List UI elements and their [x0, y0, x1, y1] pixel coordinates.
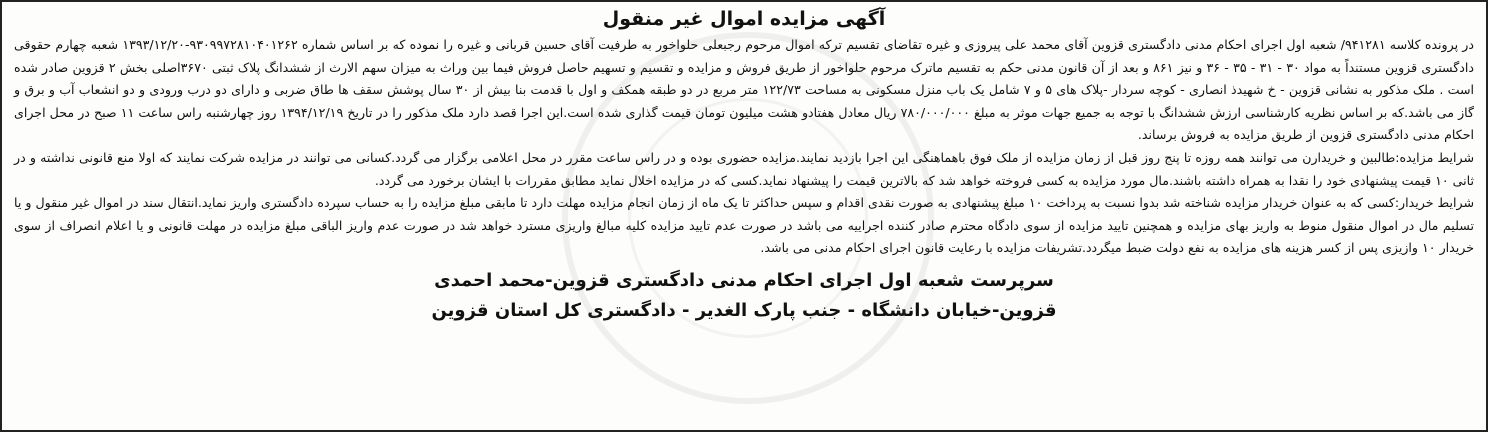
- notice-footer: [14, 266, 1474, 326]
- buyer-conditions-paragraph: شرایط خریدار:کسی که به عنوان خریدار مزایده شناخته شد بدوا نسبت به پرداخت ۱۰ مبلغ پیشنهادی به صورت نقدی اقدام و سپس حداکثر تا یک ماه از زمان انجام مزایده مهلت دارد تا مابقی مبلغ مزایده را به حساب سپرده دادگستری واریز نماید.انتقال سند در اموال غیر منقول و یا تسلیم مال در اموال منقول منوط به واریز بهای مزایده و همچنین تایید مزایده از سوی دادگاه محترم صادر کننده اجراییه می باشد در صورت عدم تایید مزایده کلیه مبالغ واریزی مسترد خواهد شد در صورت عدم واریز الباقی مبلغ مزایده در مهلت قانونی و یا اعلام انصراف از سوی خریدار ۱۰ وازیزی پس از کسر هزینه های مزایده به نفع دولت ضبط میگردد.تشریفات مزایده با رعایت قانون اجرای احکام مدنی می باشد.: [14, 195, 1474, 256]
- address-line: قزوین-خیابان دانشگاه - جنب پارک الغدیر - دادگستری کل استان قزوین: [431, 299, 1057, 321]
- notice-main-paragraph: در پرونده کلاسه ۹۴۱۲۸۱/ شعبه اول اجرای احکام مدنی دادگستری قزوین آقای محمد علی پیروزی و غیره تقاضای تقسیم ترکه اموال مرحوم رجبعلی حلواخور به طرفیت آقای حسین قربانی و غیره را نموده که بر اساس شماره ۹۳۰۹۹۷۲۸۱۰۴۰۱۲۶۲-۱۳۹۳/۱۲/۲۰ شعبه چهارم حقوقی دادگستری قزوین مستنداً به مواد ۳۰ - ۳۱ - ۳۵ - ۳۶ و نیز ۸۶۱ و بعد از آن قانون مدنی حکم به تقسیم ماترک مرحوم حلواخور از طریق فروش و مزایده و تقسیم و تسهیم حاصل فروش فیما بین وراث به میزان سهم الارث از ششدانگ پلاک ثبتی ۳۶۷۰اصلی بخش ۲ قزوین صادر شده است . ملک مذکور به نشانی قزوین - خ شهیدذ انصاری - کوچه سردار -پلاک های ۵ و ۷ شامل یک باب منزل مسکونی به مساحت ۱۲۲/۷۳ متر مربع در دو طبقه همکف و اول با قدمت بنا بیش از ۳۰ سال پوشش سقف ها طاق ضربی و دارای دو درب ورودی و دو انشعاب آب و برق و گاز می باشد.که بر اساس نظریه کارشناسی ارزش ششدانگ با توجه به جمیع جهات موثر به مبلغ ۷۸۰/۰۰۰/۰۰۰ ریال معادل هفتادو هشت میلیون تومان قیمت گذاری شده است.این اجرا قصد دارد ملک مذکور را در تاریخ ۱۳۹۴/۱۲/۱۹ روز چهارشنبه راس ساعت ۱۱ صبح در محل اجرای احکام مدنی دادگستری قزوین از طریق مزایده به فروش برساند.: [14, 37, 1475, 143]
- auction-conditions-paragraph: شرایط مزایده:طالبین و خریدارن می توانند همه روزه تا پنج روز قبل از زمان مزایده از ملک فوق باهماهنگی این اجرا بازدید نمایند.مزایده حضوری بوده و در راس ساعت مقرر در محل اعلامی برگزار می گردد.کسانی می توانند در مزایده شرکت نمایند که اولا منع قانونی نداشته و در ثانی ۱۰ قیمت پیشنهادی خود را نقدا به همراه داشته باشند.مال مورد مزایده به کسی فروخته خواهد شد که بالاترین قیمت را پیشنهاد نماید.کسی که در مزایده اخلال نماید مطابق مقررات با ایشان برخورد می گردد.: [14, 149, 1474, 188]
- notice-title: آگهی مزایده اموال غیر منقول: [602, 8, 886, 30]
- signatory-line: سرپرست شعبه اول اجرای احکام مدنی دادگستری قزوین-محمد احمدی: [434, 269, 1054, 291]
